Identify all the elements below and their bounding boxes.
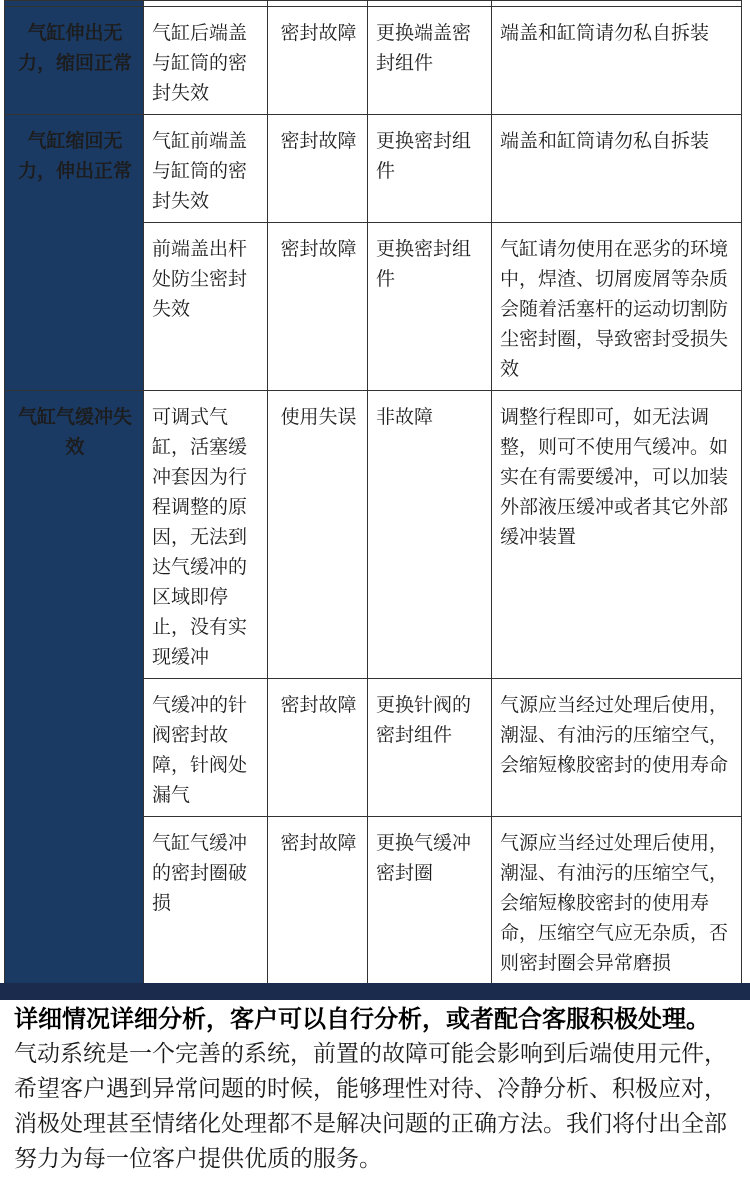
note-cell: 气缸请勿使用在恶劣的环境中，焊渣、切屑废屑等杂质会随着活塞杆的运动切割防尘密封圈，导致密封受损失效 — [492, 223, 742, 391]
table-row — [5, 115, 742, 223]
fault-group-cell: 气缸伸出无力，缩回正常 — [5, 7, 144, 115]
cause-cell: 可调式气缸，活塞缓冲套因为行程调整的原因，无法到达气缓冲的区域即停止，没有实现缓冲 — [144, 391, 268, 679]
bottom-divider-bar — [0, 983, 750, 1000]
cause-cell: 气缸后端盖与缸筒的密封失效 — [144, 7, 268, 115]
solution-cell: 更换密封组件 — [368, 115, 492, 223]
table-row — [5, 391, 742, 679]
solution-cell: 更换密封组件 — [368, 223, 492, 391]
type-cell: 密封故障 — [268, 679, 368, 817]
closing-note — [14, 1001, 740, 1177]
type-cell: 使用失误 — [268, 391, 368, 679]
type-cell: 密封故障 — [268, 7, 368, 115]
cause-cell: 气缓冲的针阀密封故障，针阀处漏气 — [144, 679, 268, 817]
solution-cell: 更换端盖密封组件 — [368, 7, 492, 115]
troubleshooting-table — [4, 0, 742, 985]
note-cell: 气源应当经过处理后使用，潮湿、有油污的压缩空气，会缩短橡胶密封的使用寿命，压缩空气应无杂质，否则密封圈会异常磨损 — [492, 817, 742, 985]
note-cell: 调整行程即可，如无法调整，则可不使用气缓冲。如实在有需要缓冲，可以加装外部液压缓冲或者其它外部缓冲装置 — [492, 391, 742, 679]
solution-cell: 更换针阀的密封组件 — [368, 679, 492, 817]
type-cell: 密封故障 — [268, 115, 368, 223]
fault-group-cell: 气缸气缓冲失效 — [5, 391, 144, 985]
cause-cell: 气缸气缓冲的密封圈破损 — [144, 817, 268, 985]
solution-cell: 非故障 — [368, 391, 492, 679]
note-cell: 气源应当经过处理后使用，潮湿、有油污的压缩空气，会缩短橡胶密封的使用寿命 — [492, 679, 742, 817]
fault-group-cell: 气缸缩回无力，伸出正常 — [5, 115, 144, 391]
cause-cell: 前端盖出杆处防尘密封失效 — [144, 223, 268, 391]
note-cell: 端盖和缸筒请勿私自拆装 — [492, 115, 742, 223]
closing-note-headline: 详细情况详细分析，客户可以自行分析，或者配合客服积极处理。 — [14, 1005, 710, 1033]
closing-note-body: 气动系统是一个完善的系统，前置的故障可能会影响到后端使用元件，希望客户遇到异常问题的时候，能够理性对待、冷静分析、积极应对，消极处理甚至情绪化处理都不是解决问题的正确方法。我们将付出全部努力为每一位客户提供优质的服务。 — [14, 1041, 727, 1172]
cause-cell: 气缸前端盖与缸筒的密封失效 — [144, 115, 268, 223]
table-row — [5, 7, 742, 115]
type-cell: 密封故障 — [268, 223, 368, 391]
type-cell: 密封故障 — [268, 817, 368, 985]
note-cell: 端盖和缸筒请勿私自拆装 — [492, 7, 742, 115]
solution-cell: 更换气缓冲密封圈 — [368, 817, 492, 985]
